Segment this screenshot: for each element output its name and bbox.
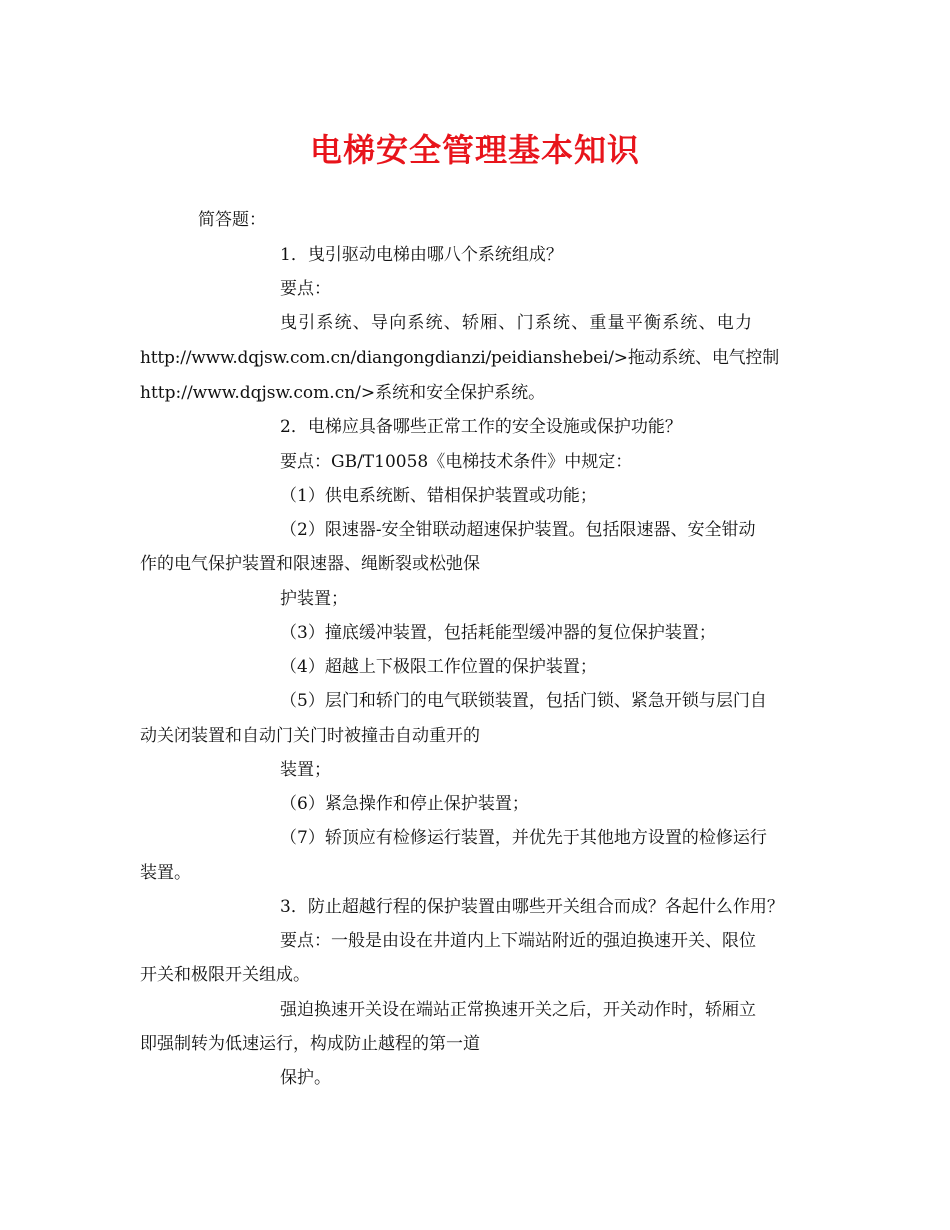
question-1: 1．曳引驱动电梯由哪八个系统组成？ [280,245,563,265]
answer-2-item-5-line-3: 装置； [280,760,331,780]
answer-1-line-2: http://www.dqjsw.com.cn/diangongdianzi/peidianshebei/>拖动系统、电气控制 [140,348,780,368]
answer-2-item-2-line-3: 护装置； [280,589,348,609]
answer-2-item-7-line-2: 装置。 [140,863,191,883]
answer-2-item-5-line-2: 动关闭装置和自动门关门时被撞击自动重开的 [140,726,480,746]
answer-2-item-1: （1）供电系统断、错相保护装置或功能； [280,486,597,506]
answer-3-line-3: 强迫换速开关设在端站正常换速开关之后，开关动作时，轿厢立 [280,1000,756,1020]
answer-3-line-5: 保护。 [280,1068,331,1088]
answer-2-item-3: （3）撞底缓冲装置，包括耗能型缓冲器的复位保护装置； [280,623,716,643]
answer-3-line-4: 即强制转为低速运行，构成防止越程的第一道 [140,1034,480,1054]
answer-1-line-3: http://www.dqjsw.com.cn/>系统和安全保护系统。 [140,383,546,403]
answer-2-item-4: （4）超越上下极限工作位置的保护装置； [280,657,597,677]
answer-2-item-7-line-1: （7）轿顶应有检修运行装置，并优先于其他地方设置的检修运行 [280,828,767,848]
answer-2-item-2-line-1: （2）限速器-安全钳联动超速保护装置。包括限速器、安全钳动 [280,520,756,540]
answer-3-line-1: 要点：一般是由设在井道内上下端站附近的强迫换速开关、限位 [280,931,756,951]
answer-3-line-2: 开关和极限开关组成。 [140,965,310,985]
answer-2-item-5-line-1: （5）层门和轿门的电气联锁装置，包括门锁、紧急开锁与层门自 [280,691,767,711]
answer-label-2: 要点：GB/T10058《电梯技术条件》中规定： [280,452,633,472]
answer-2-item-2-line-2: 作的电气保护装置和限速器、绳断裂或松弛保 [140,554,480,574]
section-label: 简答题： [198,210,266,230]
question-3: 3．防止超越行程的保护装置由哪些开关组合而成？各起什么作用？ [280,897,784,917]
answer-2-item-6: （6）紧急操作和停止保护装置； [280,794,529,814]
question-2: 2．电梯应具备哪些正常工作的安全设施或保护功能？ [280,417,682,437]
document-title: 电梯安全管理基本知识 [309,131,640,169]
answer-1-line-1: 曳引系统、导向系统、轿厢、门系统、重量平衡系统、电力 [280,313,754,333]
answer-label-1: 要点： [280,279,331,299]
